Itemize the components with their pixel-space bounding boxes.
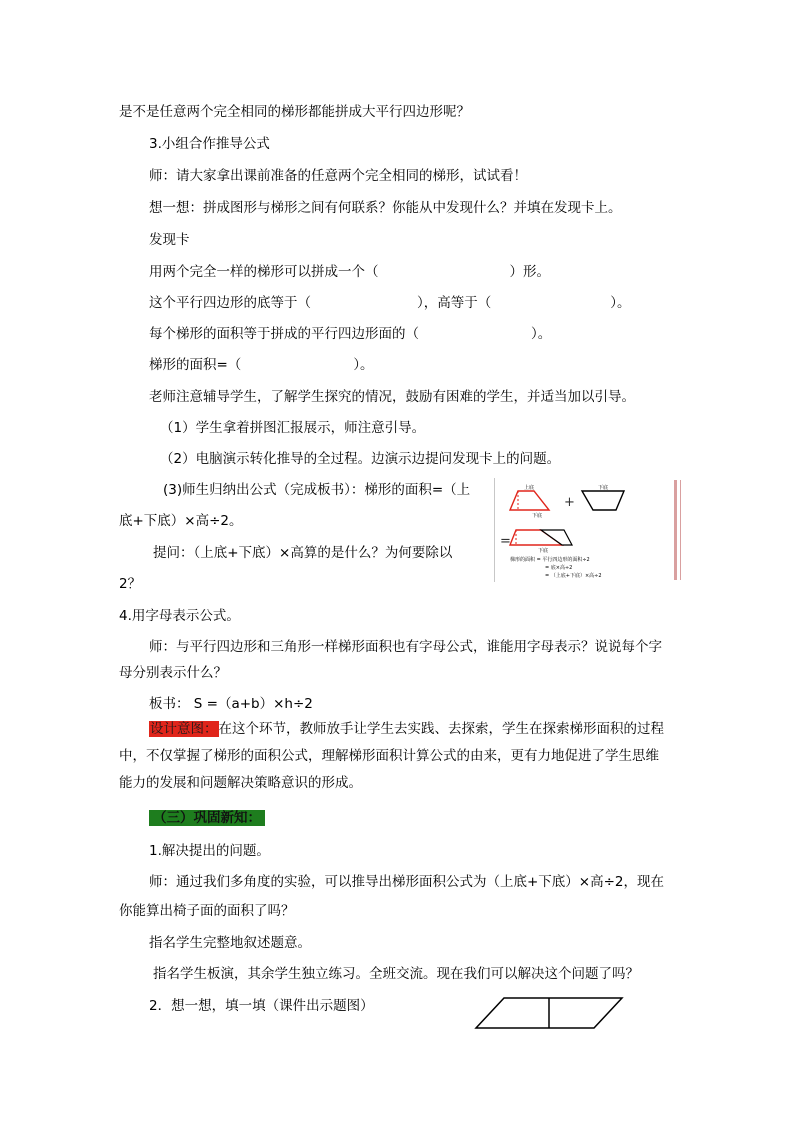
fill-blank-text: 每个梯形的面积等于拼成的平行四边形面的（	[149, 326, 419, 342]
fill-blank-text: 梯形的面积=（	[149, 357, 242, 373]
fill-blank-line	[149, 293, 631, 313]
paragraph-line: 你能算出椅子面的面积了吗？	[119, 903, 295, 919]
section-heading: 1.解决提出的问题。	[149, 843, 270, 859]
section-badge: （三）巩固新知：	[149, 810, 265, 826]
fill-blank-text: ）。	[531, 326, 552, 342]
fill-blank-line	[149, 355, 374, 375]
paragraph-line: 底+下底）×高÷2。	[119, 513, 243, 529]
paragraph-line: 2？	[119, 576, 142, 592]
bottom-label-3: 下底	[538, 548, 549, 554]
design-intent-label: 设计意图：	[150, 721, 218, 737]
paragraph-line: 中，不仅掌握了梯形的面积公式，理解梯形面积计算公式的由来，更有力地促进了学生思维	[119, 748, 659, 764]
fill-blank-text: ）。	[610, 295, 631, 311]
top-label-2: 下底	[598, 485, 609, 491]
paragraph-line: 老师注意辅导学生，了解学生探究的情况，鼓励有困难的学生，并适当加以引导。	[149, 389, 635, 405]
paragraph-line: 师：请大家拿出课前准备的任意两个完全相同的梯形，试试看！	[149, 168, 527, 184]
paragraph-line: 2．想一想，填一填（课件出示题图）	[149, 998, 374, 1014]
fill-blank-line	[149, 262, 550, 282]
paragraph-line: （1）学生拿着拼图汇报展示，师注意引导。	[160, 420, 426, 436]
paragraph-line: 指名学生完整地叙述题意。	[149, 935, 311, 951]
section-heading: 3.小组合作推导公式	[149, 136, 270, 152]
trapezoid-derivation-figure	[494, 478, 684, 582]
parallelogram-figure	[474, 996, 626, 1030]
discovery-card-title: 发现卡	[149, 232, 190, 248]
fill-blank-line	[149, 324, 551, 344]
paragraph-line: （2）电脑演示转化推导的全过程。边演示边提问发现卡上的问题。	[160, 451, 561, 467]
paragraph-line: 指名学生板演，其余学生独立练习。全班交流。现在我们可以解决这个问题了吗？	[153, 966, 639, 982]
paragraph-line: 提问：（上底+下底）×高算的是什么？为何要除以	[153, 545, 453, 561]
fill-blank-text: ），高等于（	[417, 295, 492, 311]
accent-bar	[674, 480, 677, 580]
section-heading: 4.用字母表示公式。	[119, 608, 240, 624]
formula-line-1: 梯形的面积 = 平行四边形的面积÷2	[510, 557, 590, 563]
paragraph-line: 师：通过我们多角度的实验，可以推导出梯形面积公式为（上底+下底）×高÷2，现在	[149, 874, 665, 890]
paragraph-line: 是不是任意两个完全相同的梯形都能拼成大平行四边形呢？	[119, 104, 470, 120]
fill-blank-text: ）形。	[509, 264, 550, 280]
paragraph-line: 能力的发展和问题解决策略意识的形成。	[119, 775, 362, 791]
design-intent-text: 在这个环节，教师放手让学生去实践、去探索，学生在探索梯形面积的过程	[218, 721, 664, 737]
fill-blank-text: 这个平行四边形的底等于（	[149, 295, 311, 311]
formula-line-2: = 底×高÷2	[545, 565, 573, 571]
design-intent-line	[149, 719, 664, 739]
paragraph-line: (3)师生归纳出公式（完成板书）：梯形的面积=（上	[163, 482, 471, 498]
plus-sign: +	[564, 495, 575, 510]
paragraph-line: 师：与平行四边形和三角形一样梯形面积也有字母公式，谁能用字母表示？说说每个字	[149, 639, 662, 655]
paragraph-line: 母分别表示什么？	[119, 665, 227, 681]
section-badge-line	[149, 808, 265, 828]
fill-blank-text: 用两个完全一样的梯形可以拼成一个（	[149, 264, 379, 280]
trapezoid-red-shape	[510, 491, 549, 510]
top-label-1: 上底	[524, 485, 535, 491]
formula-board: 板书： S =（a+b）×h÷2	[149, 696, 313, 712]
formula-line-3: = （上底+下底）×高÷2	[545, 573, 602, 579]
fill-blank-text: ）。	[353, 357, 374, 373]
paragraph-line: 想一想：拼成图形与梯形之间有何联系？你能从中发现什么？并填在发现卡上。	[149, 200, 622, 216]
equals-sign: =	[500, 534, 511, 549]
bottom-label-1: 下底	[532, 513, 543, 519]
trapezoid-black-shape	[582, 491, 624, 510]
